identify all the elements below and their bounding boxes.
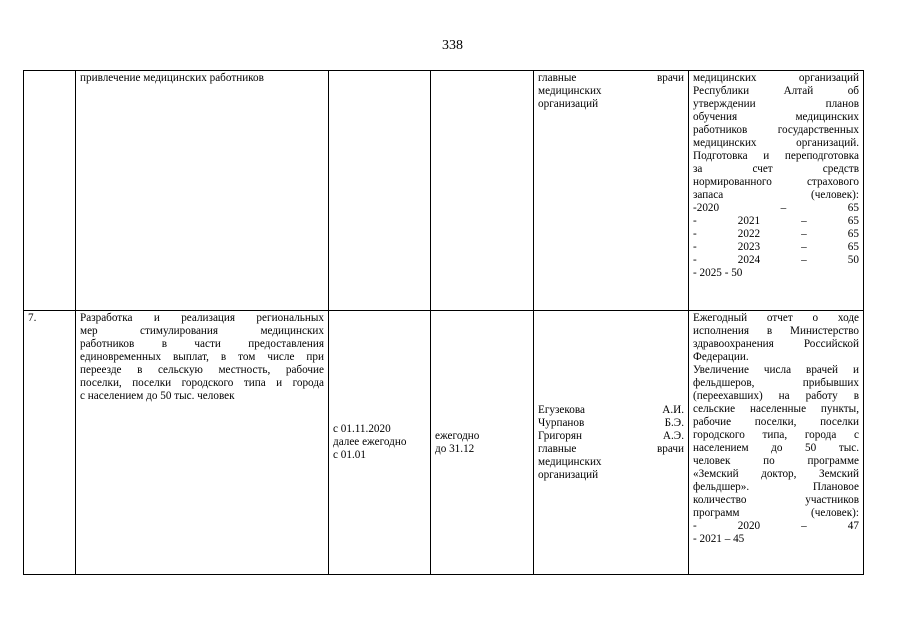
plan-table bbox=[23, 70, 864, 575]
text-line: Республики Алтай об bbox=[693, 85, 859, 97]
text-line: Чурпанов Б.Э. bbox=[538, 416, 684, 429]
text-line: программ (человек): bbox=[693, 507, 859, 519]
text-line: работников в части предоставления bbox=[80, 338, 324, 350]
table-row bbox=[24, 71, 864, 311]
text-line: - 2025 - 50 bbox=[693, 267, 743, 279]
text-line: количество участников bbox=[693, 494, 859, 506]
text-line: - 2021 – 45 bbox=[693, 533, 745, 545]
text-line: переезде в сельскую местность, рабочие bbox=[80, 364, 324, 376]
text-line: нормированного страхового bbox=[693, 176, 859, 188]
text-line: Ежегодный отчет о ходе bbox=[693, 312, 859, 324]
text-line: медицинских организаций bbox=[693, 72, 859, 84]
text-line: человек по программе bbox=[693, 455, 859, 467]
text-line: - 2020 – 47 bbox=[693, 520, 859, 532]
text-line: медицинских bbox=[538, 85, 602, 97]
text-line: Григорян А.Э. bbox=[538, 429, 684, 442]
text-line: (переехавших) на работу в bbox=[693, 390, 859, 402]
text-line: - 2021 – 65 bbox=[693, 215, 859, 227]
text-line: - 2024 – 50 bbox=[693, 254, 859, 266]
text-line: - 2023 – 65 bbox=[693, 241, 859, 253]
result-cell bbox=[689, 311, 864, 575]
row-number-cell bbox=[24, 71, 76, 311]
responsible-cell bbox=[534, 71, 689, 311]
text-line: «Земский доктор, Земский bbox=[693, 468, 859, 480]
text-line: главные врачи bbox=[538, 442, 684, 455]
end-date-cell bbox=[431, 311, 534, 575]
text-line: с 01.11.2020 bbox=[333, 423, 391, 435]
text-line: городского типа, города с bbox=[693, 429, 859, 441]
text-line: Разработка и реализация региональных bbox=[80, 312, 324, 324]
text-line: привлечение медицинских работников bbox=[80, 72, 264, 84]
start-date-cell bbox=[329, 71, 431, 311]
text-line: поселки, поселки городского типа и города bbox=[80, 377, 324, 389]
activity-cell bbox=[76, 311, 329, 575]
text-line: здравоохранения Российской bbox=[693, 338, 859, 350]
text-line: рабочие поселки, поселки bbox=[693, 416, 859, 428]
result-cell bbox=[689, 71, 864, 311]
text-line: медицинских bbox=[538, 455, 602, 468]
text-line: организаций bbox=[538, 98, 599, 110]
row-number-cell: 7. bbox=[24, 311, 76, 575]
text-line: фельдшер». Плановое bbox=[693, 481, 859, 493]
text-line: с 01.01 bbox=[333, 449, 366, 461]
text-line: Егузекова А.И. bbox=[538, 403, 684, 416]
text-line: единовременных выплат, в том числе при bbox=[80, 351, 324, 363]
page-number: 338 bbox=[442, 38, 463, 53]
text-line: запаса (человек): bbox=[693, 189, 859, 201]
text-line: Федерации. bbox=[693, 351, 749, 363]
text-line: обучения медицинских bbox=[693, 111, 859, 123]
text-line: медицинских организаций. bbox=[693, 137, 859, 149]
text-line: мер стимулирования медицинских bbox=[80, 325, 324, 337]
table-row bbox=[24, 311, 864, 575]
responsible-cell bbox=[534, 311, 689, 575]
text-line: до 31.12 bbox=[435, 442, 475, 455]
text-line: утверждении планов bbox=[693, 98, 859, 110]
text-line: далее ежегодно bbox=[333, 436, 407, 448]
text-line: -2020 – 65 bbox=[693, 202, 859, 214]
start-date-cell bbox=[329, 311, 431, 575]
text-line: фельдшеров, прибывших bbox=[693, 377, 859, 389]
text-line: организаций bbox=[538, 468, 599, 481]
text-line: - 2022 – 65 bbox=[693, 228, 859, 240]
text-line: исполнения в Министерство bbox=[693, 325, 859, 337]
text-line: Увеличение числа врачей и bbox=[693, 364, 859, 376]
text-line: за счет средств bbox=[693, 163, 859, 175]
text-line: ежегодно bbox=[435, 429, 480, 442]
text-line: с населением до 50 тыс. человек bbox=[80, 390, 235, 402]
activity-cell bbox=[76, 71, 329, 311]
text-line: главные врачи bbox=[538, 72, 684, 84]
text-line: сельские населенные пункты, bbox=[693, 403, 859, 415]
text-line: населением до 50 тыс. bbox=[693, 442, 859, 454]
text-line: Подготовка и переподготовка bbox=[693, 150, 859, 162]
text-line: работников государственных bbox=[693, 124, 859, 136]
end-date-cell bbox=[431, 71, 534, 311]
